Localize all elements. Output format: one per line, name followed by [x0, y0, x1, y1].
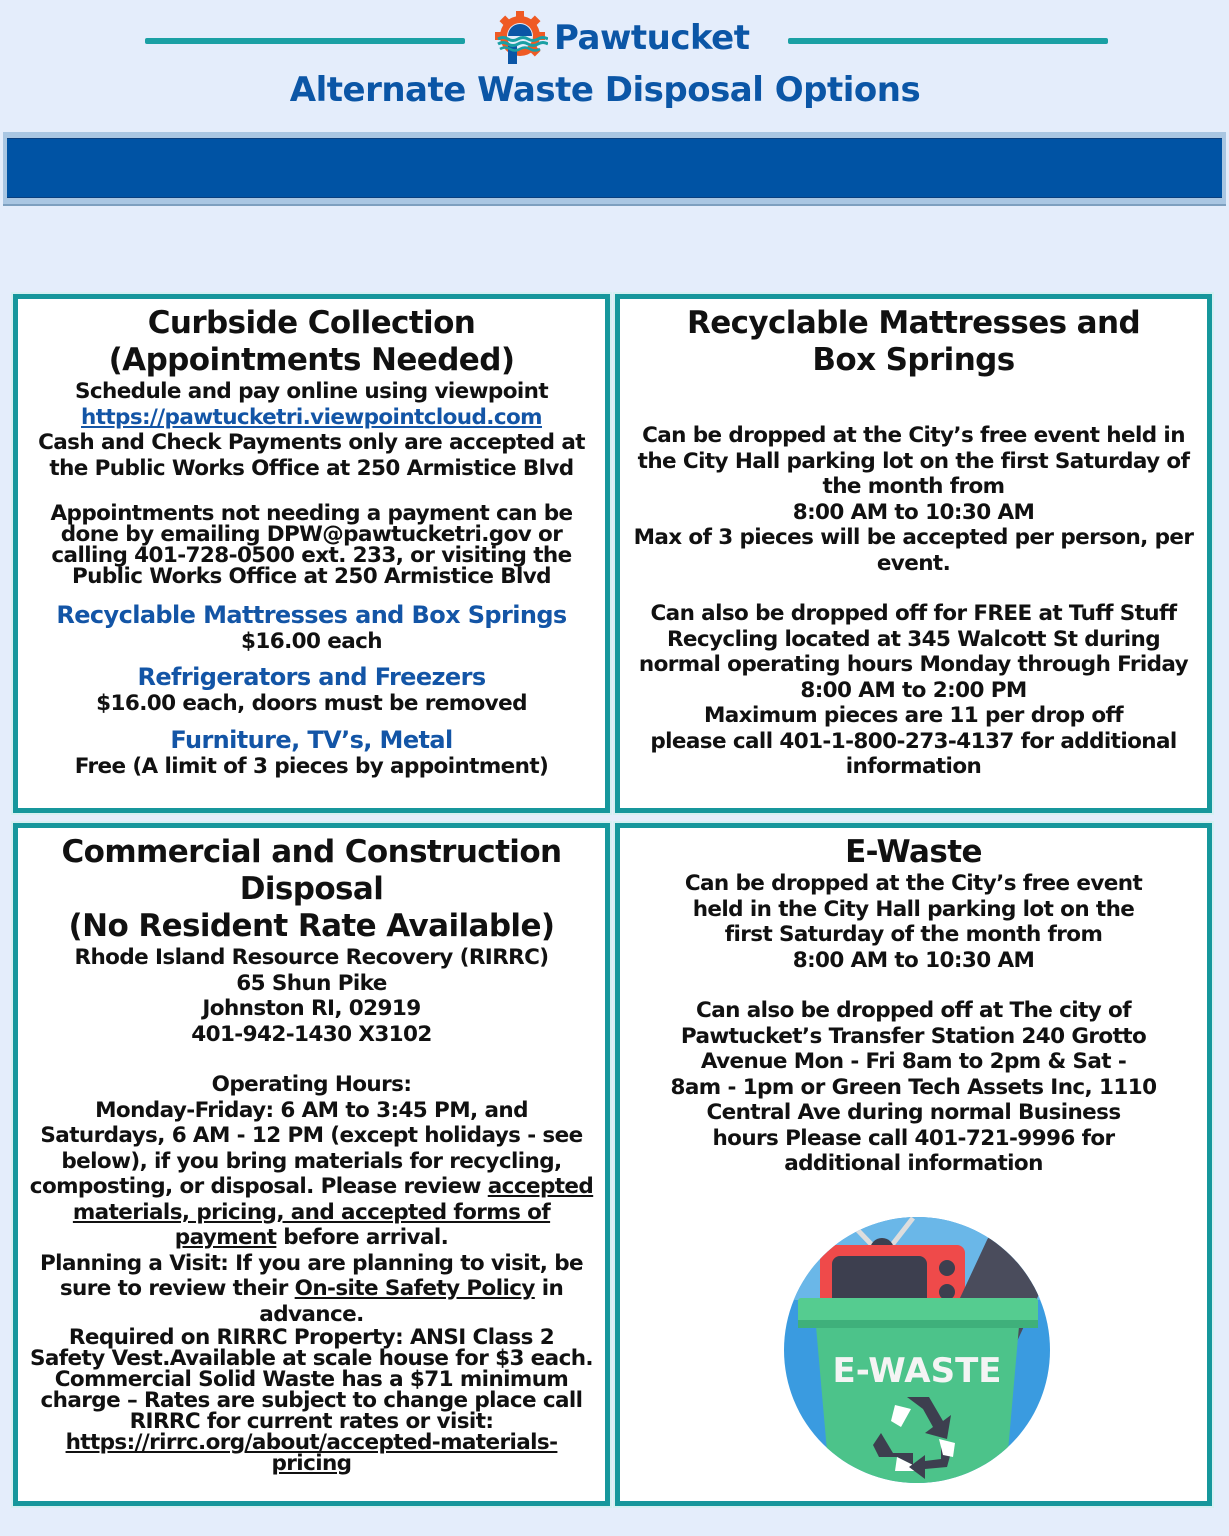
curbside-payment-line1: Cash and Check Payments only are accepted at [38, 430, 585, 455]
commercial-charge-line3: RIRRC for current rates or visit: [129, 1409, 494, 1434]
pawtucket-logo [492, 8, 749, 68]
ewaste-transfer-line6: hours Please call 401-721-9996 for [712, 1125, 1115, 1151]
commercial-hours-block [18, 1072, 605, 1327]
ewaste-title: E-Waste [845, 834, 982, 870]
mattress-event-block [620, 423, 1207, 576]
curbside-item-name: Furniture, TV’s, Metal [170, 726, 453, 754]
commercial-hours-line6 [18, 1225, 605, 1251]
mattress-event-line2: the City Hall parking lot on the first Saturday of [637, 448, 1190, 474]
commercial-phone: 401-942-1430 X3102 [191, 1021, 432, 1047]
curbside-item [18, 726, 605, 780]
mattress-event-line1: Can be dropped at the City’s free event held in [642, 423, 1185, 448]
commercial-visit-line2 [18, 1276, 605, 1302]
viewpoint-link[interactable]: https://pawtucketri.viewpointcloud.com [81, 404, 542, 430]
commercial-title-line3: (No Resident Rate Available) [68, 908, 555, 944]
curbside-item [18, 601, 605, 655]
commercial-org: Rhode Island Resource Recovery (RIRRC) [74, 945, 549, 970]
commercial-charge-line1: Commercial Solid Waste has a $71 minimum [54, 1367, 569, 1392]
curbside-item [18, 663, 605, 717]
accepted-materials-link[interactable]: materials, pricing, and accepted forms of [72, 1199, 551, 1225]
curbside-schedule-text: Schedule and pay online using viewpoint [74, 379, 549, 404]
ewaste-bin-label: E-WASTE [832, 1351, 1002, 1391]
commercial-visit-post: in [534, 1276, 564, 1301]
commercial-hours-line4-text: composting, or disposal. Please review [29, 1174, 488, 1199]
curbside-appointments-line1: Appointments not needing a payment can be [50, 501, 573, 526]
commercial-title-line1: Commercial and Construction [61, 834, 562, 870]
commercial-street: 65 Shun Pike [236, 970, 387, 996]
mattress-event-hours: 8:00 AM to 10:30 AM [792, 499, 1035, 525]
ewaste-transfer-line7: additional information [784, 1151, 1043, 1176]
ewaste-event-line3: first Saturday of the month from [724, 922, 1103, 947]
curbside-item-name: Refrigerators and Freezers [137, 662, 486, 691]
rirrc-rates-link[interactable]: pricing [271, 1451, 352, 1476]
curbside-appointments-block [18, 503, 605, 587]
ewaste-transfer-line1: Can also be dropped off at The city of [696, 998, 1131, 1023]
mattress-tuff-line1: Can also be dropped off for FREE at Tuff Stuff [650, 601, 1177, 626]
commercial-visit-line1: Planning a Visit: If you are planning to visit, be [40, 1250, 583, 1276]
mattress-tuff-stuff-block [620, 601, 1207, 780]
commercial-required-block [18, 1327, 605, 1474]
mattress-tuff-max: Maximum pieces are 11 per drop off [703, 703, 1124, 728]
curbside-title-line2: (Appointments Needed) [108, 342, 515, 378]
curbside-item-price: Free (A limit of 3 pieces by appointment) [74, 754, 549, 779]
commercial-visit-pre: sure to review their [59, 1276, 295, 1301]
curbside-item-price: $16.00 each [241, 629, 382, 654]
banner-fill [7, 138, 1222, 198]
commercial-city: Johnston RI, 02919 [202, 996, 421, 1021]
ewaste-event-line2: held in the City Hall parking lot on the [692, 896, 1135, 922]
commercial-hours-line2: Saturdays, 6 AM - 12 PM (except holidays - see [40, 1123, 583, 1148]
mattress-title-line2: Box Springs [812, 342, 1015, 378]
commercial-required-line2: Safety Vest.Available at scale house for $3 each. [30, 1346, 593, 1371]
accepted-materials-link[interactable]: accepted [487, 1174, 594, 1199]
mattress-tuff-call-line1: please call 401-1-800-273-4137 for additional [650, 728, 1177, 754]
mattress-title-line1: Recyclable Mattresses and [686, 305, 1141, 341]
mattress-tuff-line3: normal operating hours Monday through Friday [638, 652, 1189, 677]
ewaste-card [615, 823, 1212, 1506]
curbside-appointments-line2: done by emailing DPW@pawtucketri.gov or [60, 522, 563, 547]
curbside-appointments-line3: calling 401-728-0500 ext. 233, or visiting the [51, 543, 572, 568]
curbside-item-name: Recyclable Mattresses and Box Springs [56, 601, 567, 629]
header-divider-left [145, 38, 465, 44]
commercial-hours-line1: Monday-Friday: 6 AM to 3:45 PM, and [95, 1097, 528, 1123]
curbside-appointments-line4: Public Works Office at 250 Armistice Blvd [72, 564, 551, 589]
commercial-required-line1: Required on RIRRC Property: ANSI Class 2 [68, 1325, 555, 1350]
commercial-hours-label: Operating Hours: [211, 1072, 412, 1097]
ewaste-event-hours: 8:00 AM to 10:30 AM [792, 947, 1035, 973]
commercial-visit-line3: advance. [259, 1301, 364, 1327]
mattress-card [615, 294, 1212, 813]
commercial-title-line2: Disposal [239, 871, 384, 907]
curbside-item-price: $16.00 each, doors must be removed [96, 690, 527, 716]
rirrc-rates-link[interactable]: https://rirrc.org/about/accepted-materials- [65, 1430, 558, 1455]
curbside-title-line1: Curbside Collection [147, 305, 476, 341]
ewaste-bin-icon [780, 1210, 1055, 1485]
blue-banner [3, 132, 1226, 206]
mattress-event-max-line2: event. [876, 550, 951, 576]
ewaste-transfer-block [620, 998, 1207, 1177]
header-divider-right [788, 38, 1108, 44]
commercial-construction-card [13, 823, 610, 1506]
ewaste-transfer-line5: Central Ave during normal Business [706, 1100, 1121, 1125]
curbside-collection-card [13, 294, 610, 813]
ewaste-transfer-line4: 8am - 1pm or Green Tech Assets Inc, 1110 [670, 1074, 1157, 1100]
accepted-materials-link[interactable]: payment [174, 1225, 277, 1250]
commercial-charge-line2: charge – Rates are subject to change place call [40, 1388, 583, 1413]
gear-wave-logo-icon [492, 10, 548, 66]
ewaste-transfer-line2: Pawtucket’s Transfer Station 240 Grotto [680, 1023, 1147, 1049]
logo-text: Pawtucket [554, 18, 750, 58]
curbside-payment-line2: the Public Works Office at 250 Armistice Blvd [49, 455, 574, 481]
commercial-hours-line4 [18, 1174, 605, 1200]
mattress-tuff-hours: 8:00 AM to 2:00 PM [800, 677, 1027, 703]
mattress-event-line3: the month from [822, 474, 1005, 499]
mattress-event-max-line1: Max of 3 pieces will be accepted per person, per [633, 525, 1194, 550]
mattress-tuff-line2: Recycling located at 345 Walcott St during [666, 626, 1161, 652]
ewaste-transfer-line3: Avenue Mon - Fri 8am to 2pm & Sat - [700, 1049, 1127, 1074]
commercial-hours-line3: below), if you bring materials for recycling, [61, 1148, 562, 1174]
ewaste-event-line1: Can be dropped at the City’s free event [684, 871, 1143, 896]
mattress-tuff-call-line2: information [845, 754, 982, 779]
page-title: Alternate Waste Disposal Options [289, 70, 921, 110]
commercial-hours-post-text: before arrival. [276, 1225, 449, 1250]
onsite-safety-policy-link[interactable]: On-site Safety Policy [294, 1276, 535, 1301]
